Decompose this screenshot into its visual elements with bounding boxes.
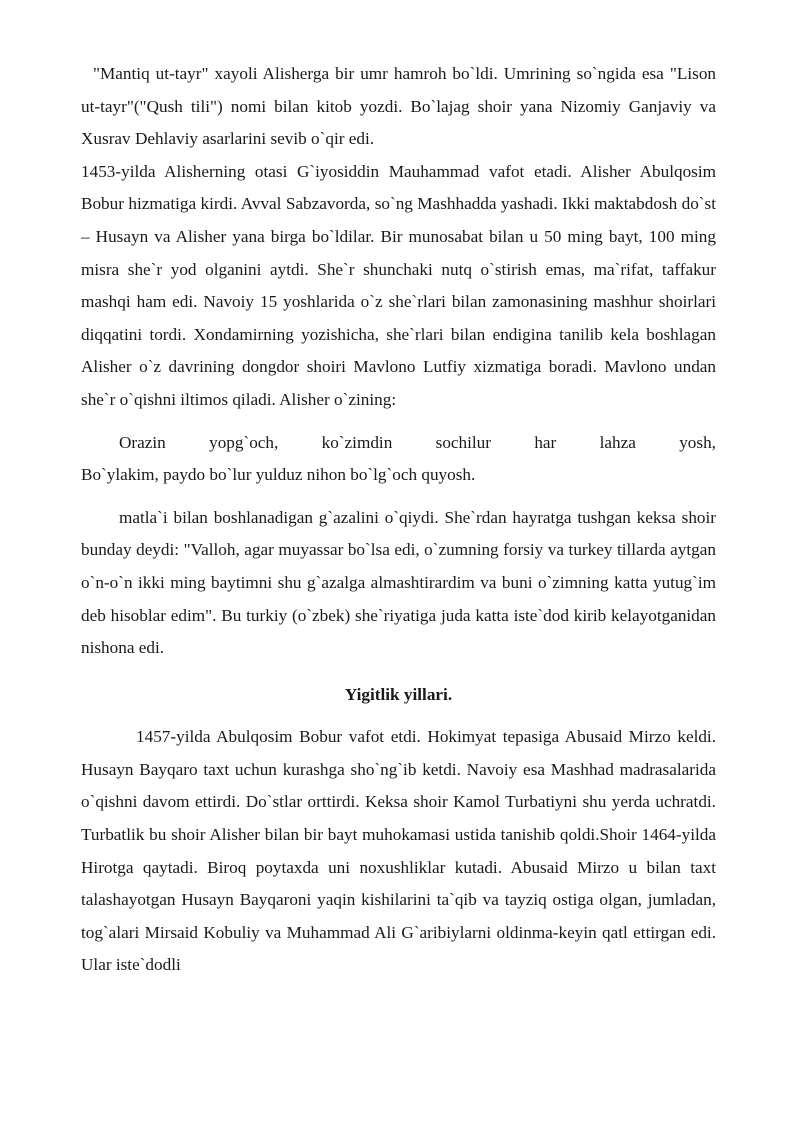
paragraph-yigitlik (81, 721, 716, 982)
verse-word: yopg`och, (209, 432, 279, 452)
text-line: Turbatiyni shu yerda uchratdi. Turbatlik bu shoir Alisher bilan bir bayt muhokamasi (81, 792, 716, 845)
section-heading: Yigitlik yillari. (344, 684, 453, 704)
paragraph-mantiq-ut-tayr (81, 58, 716, 417)
text-line: katta iste`dod kirib kelayotganidan nishona edi. (81, 605, 717, 658)
verse-word: Orazin (119, 432, 166, 452)
text-line: yaqin kishilarini ta`qib va tayziq ostiga olgan, jumladan, tog`alari Mirsaid Kobuliy (81, 890, 717, 942)
text-line: Mavlono Lutfiy xizmatiga boradi. Mavlono undan she`r o`qishni iltimos qiladi. (81, 357, 717, 409)
text-line: 1453-yilda Alisherning otasi G`iyosiddin Mauhammad vafot etadi. Alisher (81, 161, 631, 181)
verse-block (81, 427, 716, 492)
paragraph-matla (81, 502, 716, 665)
text-line: Alisher o`zining: (279, 389, 397, 409)
text-line: 1457-yilda Abulqosim Bobur vafot etdi. Hokimyat tepasiga Abusaid Mirzo (136, 727, 671, 747)
text-line: keldi. Husayn Bayqaro taxt uchun kurashga sho`ng`ib ketdi. Navoiy esa Mashhad (81, 727, 717, 779)
text-line: "Lison ut-tayr"("Qush tili") nomi bilan kitob yozdi. Bo`lajag shoir yana Nizomiy (81, 64, 717, 116)
text-line: bilan u 50 ming bayt, 100 ming misra she`r yod olganini aytdi. She`r shunchaki nutq (81, 226, 716, 279)
text-line: o`zimning katta yutug`im deb hisoblar edim". Bu turkiy (o`zbek) she`riyatiga juda (81, 572, 716, 625)
text-line: matla`i bilan boshlanadigan g`azalini o`qiydi. She`rdan hayratga tushgan keksa (119, 507, 676, 527)
text-line: shoir bunday deydi: "Valloh, agar muyassar bo`lsa edi, o`zumning forsiy va turkey (81, 507, 716, 560)
verse-word: yosh, (679, 432, 716, 452)
text-line: "Mantiq ut-tayr" xayoli Alisherga bir umr hamroh bo`ldi. Umrining so`ngida esa (93, 64, 664, 83)
text-line: she`rlari bilan endigina tanilib kela boshlagan Alisher o`z davrining dongdor shoiri (81, 324, 716, 377)
text-line: va Muhammad Ali G`aribiylarni oldinma-keyin qatl ettirgan edi. Ular iste`dodli (81, 922, 717, 975)
text-line: noxushliklar kutadi. Abusaid Mirzo u bilan taxt talashayotgan Husayn Bayqaroni (81, 857, 716, 910)
verse-word: ko`zimdin (321, 432, 393, 452)
text-line: bilan zamonasining mashhur shoirlari diqqatini tordi. Xondamirning yozishicha, (81, 292, 716, 344)
text-line: Abulqosim Bobur hizmatiga kirdi. Avval Sabzavorda, so`ng Mashhadda yashadi. (81, 161, 716, 214)
verse-line-1 (119, 427, 716, 460)
text-line: madrasalarida o`qishni davom ettirdi. Do`stlar orttirdi. Keksa shoir Kamol (81, 759, 716, 812)
text-line: Ikki maktabdosh do`st – Husayn va Alisher yana birga bo`ldilar. Bir munosabat (81, 194, 716, 246)
text-line: tillarda aytgan o`n-o`n ikki ming baytimni shu g`azalga almashtirardim va buni (81, 540, 716, 592)
verse-word: har (534, 432, 557, 452)
text-line: ustida tanishib qoldi.Shoir 1464-yilda Hirotga qaytadi. Biroq poytaxda uni (81, 825, 716, 877)
text-line: Ganjaviy va Xusrav Dehlaviy asarlarini sevib o`qir edi. (81, 96, 716, 149)
verse-word: sochilur (435, 432, 491, 452)
verse-line-2: Bo`ylakim, paydo bo`lur yulduz nihon bo`lg`och quyosh. (81, 465, 476, 485)
document-page (81, 58, 716, 982)
text-line: o`stirish emas, ma`rifat, taffakur mashqi ham edi. Navoiy 15 yoshlarida o`z she`rlari (81, 259, 716, 312)
verse-word: lahza (599, 432, 636, 452)
